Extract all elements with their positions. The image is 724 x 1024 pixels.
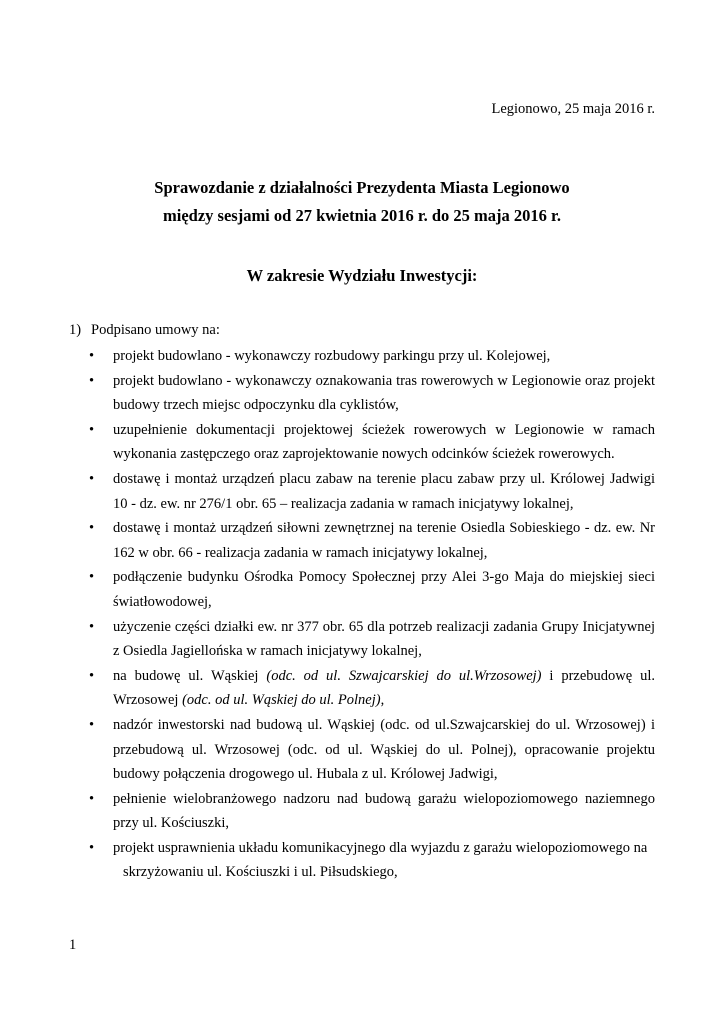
list-item-text: projekt budowlano - wykonawczy rozbudowy parkingu przy ul. Kolejowej,: [113, 348, 551, 364]
list-item-text-a: na budowę ul. Wąskiej: [113, 667, 259, 684]
point-1-heading: [69, 322, 220, 339]
page-number: 1: [69, 937, 77, 953]
list-item-text-italic-2: (odc. od ul. Wąskiej do ul. Polnej): [182, 692, 381, 709]
list-item: [89, 344, 655, 369]
list-item: [89, 615, 655, 664]
list-item-text: dostawę i montaż urządzeń siłowni zewnętrznej na terenie Osiedla Sobieskiego - dz. ew. Nr 162 w obr. 66 - realizacja zadania w ramach inicjatywy lokalnej,: [113, 520, 655, 561]
list-item: [89, 565, 655, 614]
list-item-text-italic-1: (odc. od ul. Szwajcarskiej do ul.Wrzosowej): [266, 667, 542, 684]
list-item-text: podłączenie budynku Ośrodka Pomocy Społecznej przy Alei 3-go Maja do miejskiej sieci światłowodowej,: [113, 569, 655, 610]
list-item-text-e: ,: [380, 692, 385, 709]
list-item: [89, 467, 655, 516]
list-item-text: uzupełnienie dokumentacji projektowej ścieżek rowerowych w Legionowie w ramach wykonania zastępczego oraz zaprojektowanie nowych odcinków ścieżek rowerowych.: [113, 421, 655, 463]
bullet-icon: •: [89, 618, 95, 635]
bullet-icon: •: [89, 790, 95, 807]
bullet-icon: •: [89, 348, 95, 364]
list-item: [89, 787, 655, 836]
section-heading: W zakresie Wydziału Inwestycji:: [246, 266, 478, 285]
list-item-text: użyczenie części działki ew. nr 377 obr. 65 dla potrzeb realizacji zadania Grupy Inicjatywnej z Osiedla Jagiellońska w ramach inicjatywy lokalnej,: [113, 618, 655, 660]
bullet-icon: •: [89, 716, 95, 733]
list-item: [89, 713, 655, 787]
list-item: [89, 664, 655, 713]
contracts-list: [89, 344, 655, 885]
point-heading-text: Podpisano umowy na:: [91, 322, 220, 338]
bullet-icon: •: [89, 667, 95, 684]
bullet-icon: •: [89, 470, 95, 487]
bullet-icon: •: [89, 421, 95, 438]
document-title-line-2: między sesjami od 27 kwietnia 2016 r. do 25 maja 2016 r.: [163, 206, 561, 225]
list-item-text: nadzór inwestorski nad budową ul. Wąskiej (odc. od ul.Szwajcarskiej do ul. Wrzosowej) i przebudową ul. Wrzosowej (odc. od ul. Wąskiej do ul. Polnej), opracowanie projektu budowy połączenia drogowego ul. Hubala z ul. Królowej Jadwigi,: [113, 716, 655, 783]
bullet-icon: •: [89, 520, 95, 537]
bullet-icon: •: [89, 372, 95, 389]
list-item-text: projekt budowlano - wykonawczy oznakowania tras rowerowych w Legionowie oraz projekt budowy trzech miejsc odpoczynku dla cyklistów,: [113, 372, 655, 414]
bullet-icon: •: [89, 839, 95, 856]
list-item-text-c: i przebudowę ul. Wrzosowej: [113, 667, 655, 709]
list-item: [89, 836, 655, 885]
point-number: 1): [69, 322, 82, 338]
document-title-line-1: Sprawozdanie z działalności Prezydenta Miasta Legionowo: [154, 178, 570, 197]
list-item: [89, 516, 655, 565]
list-item: [89, 418, 655, 467]
list-item: [89, 369, 655, 418]
list-item-text-second-line: skrzyżowaniu ul. Kościuszki i ul. Piłsudskiego,: [123, 864, 398, 881]
list-item-text-first-line: projekt usprawnienia układu komunikacyjnego dla wyjazdu z garażu wielopoziomowego na: [113, 839, 648, 856]
list-item-text: pełnienie wielobranżowego nadzoru nad budową garażu wielopoziomowego naziemnego przy ul. Kościuszki,: [113, 790, 655, 832]
bullet-icon: •: [89, 569, 95, 586]
list-item-text: dostawę i montaż urządzeń placu zabaw na terenie placu zabaw przy ul. Królowej Jadwigi 10 - dz. ew. nr 276/1 obr. 65 – realizacja zadania w ramach inicjatywy lokalnej,: [113, 470, 655, 512]
place-date: Legionowo, 25 maja 2016 r.: [491, 101, 655, 117]
